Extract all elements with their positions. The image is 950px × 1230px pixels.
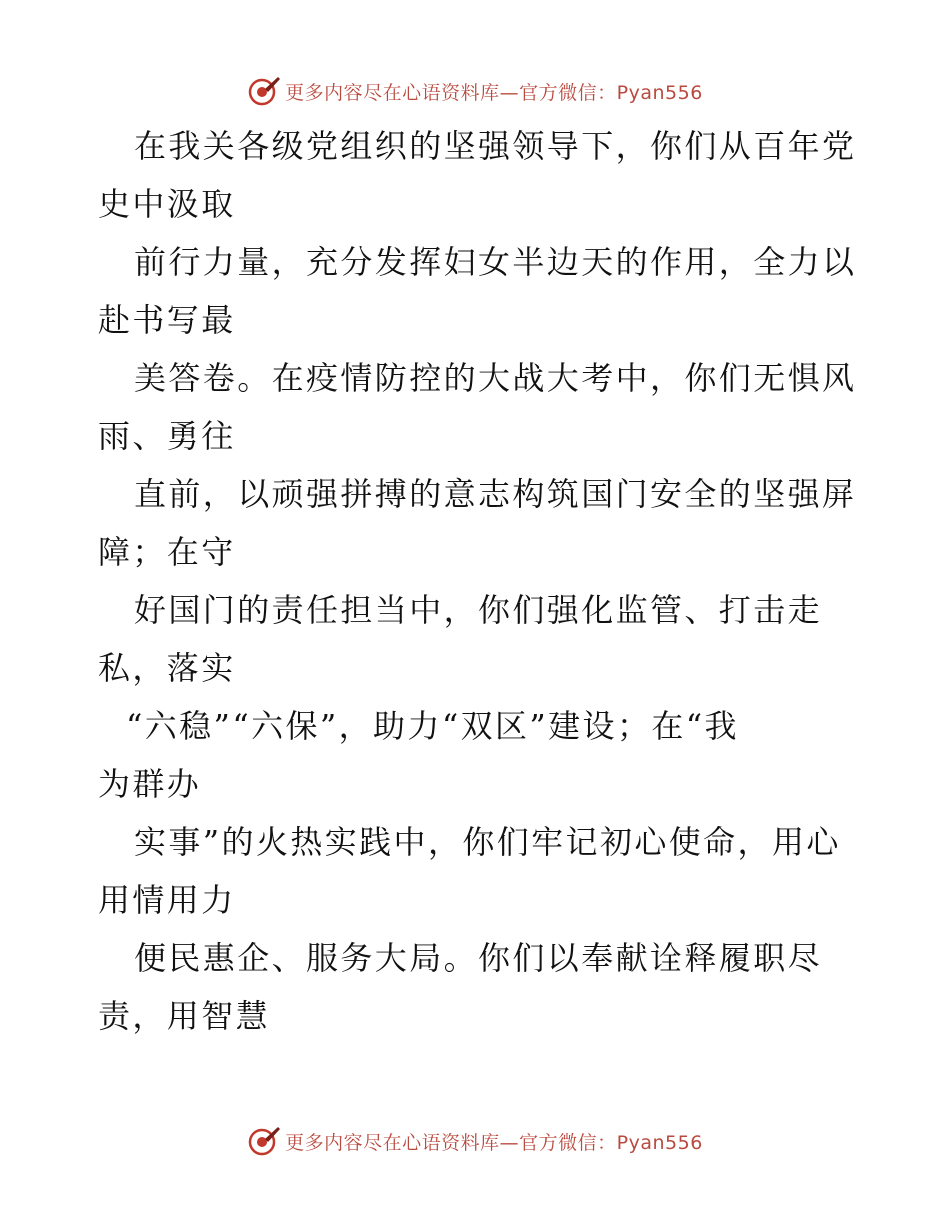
text-line: 用情用力 bbox=[98, 881, 236, 919]
pen-nib-logo-icon bbox=[247, 1124, 281, 1158]
text-line: 史中汲取 bbox=[98, 185, 236, 223]
text-line: 实事”的火热实践中，你们牢记初心使命，用心 bbox=[134, 823, 841, 861]
text-line: 在我关各级党组织的坚强领导下，你们从百年党 bbox=[134, 127, 857, 165]
text-line: 美答卷。在疫情防控的大战大考中，你们无惧风 bbox=[134, 359, 857, 397]
text-line: 直前，以顽强拼搏的意志构筑国门安全的坚强屏 bbox=[134, 475, 857, 513]
text-line: 赴书写最 bbox=[98, 301, 236, 339]
text-line: 便民惠企、服务大局。你们以奉献诠释履职尽 bbox=[134, 939, 823, 977]
text-line: 责，用智慧 bbox=[98, 997, 271, 1035]
text-line: 好国门的责任担当中，你们强化监管、打击走 bbox=[134, 591, 823, 629]
text-line: “六稳”“六保”，助力“双区”建设；在“我 bbox=[126, 707, 739, 745]
pen-nib-logo-icon bbox=[247, 74, 281, 108]
text-line: 障；在守 bbox=[98, 533, 236, 571]
header-banner bbox=[0, 71, 950, 111]
footer-banner bbox=[0, 1121, 950, 1161]
text-line: 前行力量，充分发挥妇女半边天的作用，全力以 bbox=[134, 243, 857, 281]
header-banner-text: 更多内容尽在心语资料库—官方微信：Pyan556 bbox=[285, 81, 703, 104]
text-line: 私，落实 bbox=[98, 649, 236, 687]
text-line: 为群办 bbox=[98, 765, 202, 803]
footer-banner-text: 更多内容尽在心语资料库—官方微信：Pyan556 bbox=[285, 1131, 703, 1154]
text-line: 雨、勇往 bbox=[98, 417, 236, 455]
